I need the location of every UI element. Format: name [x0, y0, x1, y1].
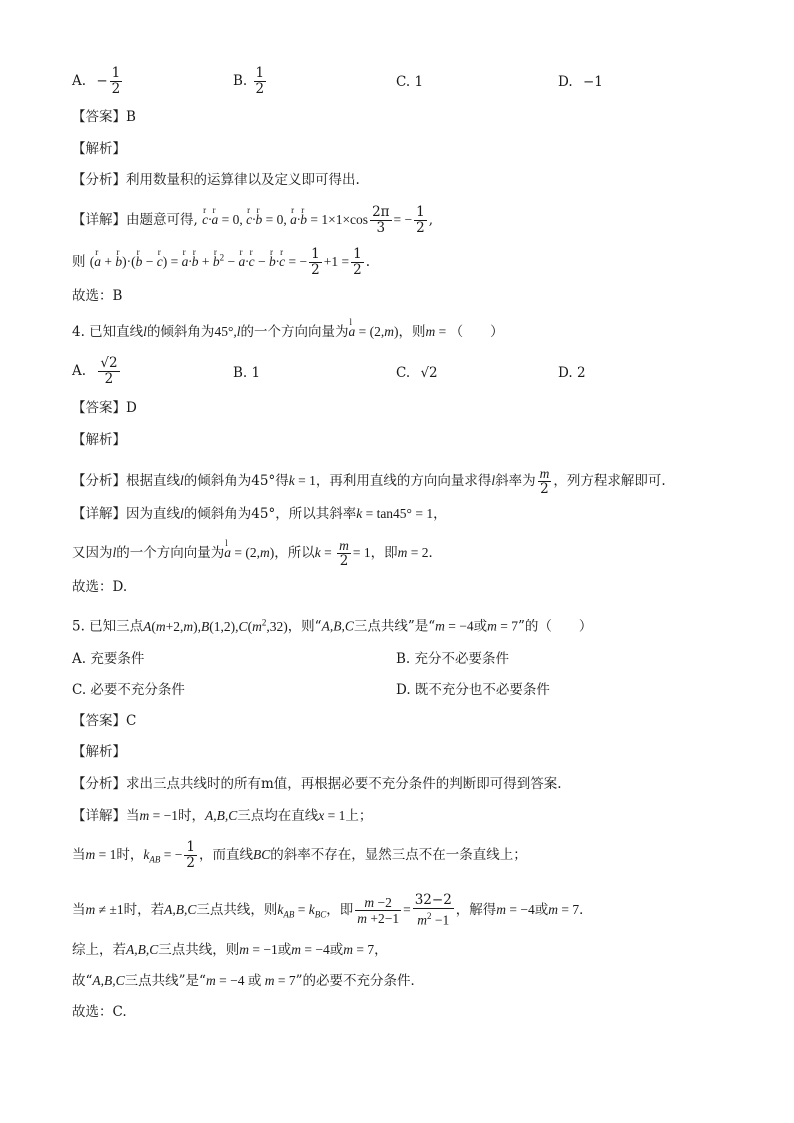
- q4-choose: 故选：D.: [72, 579, 128, 595]
- q3-expansion: 则 (r a + r b)·(r b − r c) = r a·r b + r $b^2 - r$ a·r c − r b·r c = − $\frac{1}{2}$ +1 = $\frac{1}{2}$ .: [72, 247, 370, 278]
- q5-answer: 【答案】C: [72, 713, 137, 729]
- q4-option-a: A. $\frac{√2}{2}$: [72, 355, 118, 387]
- q4-xiangjie: 【详解】因为直线l的倾斜角为45°，所以其斜率k = tan45° = 1，: [72, 506, 447, 522]
- q5-summary: 综上，若A,B,C三点共线，则m = −1或m = −4或m = 7，: [72, 942, 388, 958]
- q4-fenxi: 【分析】根据直线l的倾斜角为45°得k = 1，再利用直线的方向向量求得l斜率为 $\frac{m}{2}$ ，列方程求解即可.: [72, 466, 666, 497]
- q3-option-d: D. −1: [558, 74, 603, 90]
- q3-xiangjie: 【详解】由题意可得, r c·r a = 0, r c·r b = 0, r a·r b = 1×1×cos $\frac{2\pi}{3}$ = − $\frac{1}{2}$ ,: [72, 205, 433, 236]
- q5-fenxi: 【分析】求出三点共线时的所有m值，再根据必要不充分条件的判断即可得到答案.: [72, 776, 562, 792]
- q3-answer: 【答案】B: [72, 109, 136, 125]
- q5-option-d: D. 既不充分也不必要条件: [396, 682, 550, 698]
- q5-xiangjie: 【详解】当m = −1时，A,B,C三点均在直线x = 1上；: [72, 808, 373, 824]
- q4-answer: 【答案】D: [72, 400, 137, 416]
- q5-case2: 当m = 1时，$k_{AB}$ = − $\frac{1}{2}$ ，而直线BC的斜率不存在，显然三点不在一条直线上；: [72, 839, 527, 871]
- q4-option-d: D. 2: [558, 365, 586, 381]
- q4-stem: 4. 已知直线l的倾斜角为45°,l的一个方向向量为l a = (2,m)，则m = （ ）: [72, 322, 504, 342]
- q5-conclusion: 故“A,B,C三点共线”是“m = −4 或 m = 7”的必要不充分条件．: [72, 973, 424, 989]
- q4-option-b: B. 1: [233, 365, 261, 381]
- q3-choose: 故选：B: [72, 288, 123, 304]
- q3-option-a: A. − $\frac{1}{2}$: [72, 65, 121, 97]
- q4-option-c: C. √2: [396, 365, 438, 381]
- q5-analysis-heading: 【解析】: [72, 744, 126, 760]
- q5-option-a: A. 充要条件: [72, 651, 145, 667]
- q5-choose: 故选：C.: [72, 1004, 127, 1020]
- q3-option-b: B. $\frac{1}{2}$: [233, 65, 265, 97]
- q3-analysis-heading: 【解析】: [72, 141, 126, 157]
- q4-again: 又因为l的一个方向向量为l a = (2,m)，所以k = $\frac{m}{2}$ = 1，即m = 2．: [72, 538, 442, 569]
- q4-analysis-heading: 【解析】: [72, 432, 126, 448]
- q3-option-c: C. 1: [396, 74, 424, 90]
- q5-case3: 当m ≠ ±1时，若A,B,C三点共线，则$k_{AB} = k_{BC}$，即 $\frac{m -2}{m +2-1}$ = $\frac{32-2}{m^2 -1}$ ，解得m = −4或m = 7．: [72, 892, 593, 928]
- q3-fenxi: 【分析】利用数量积的运算律以及定义即可得出.: [72, 172, 360, 188]
- q5-stem: 5. 已知三点$A(m+2,m),B(1,2),C(m^2,32)$，则“A,B,C三点共线”是“m = −4或m = 7”的（ ）: [72, 617, 593, 635]
- q5-option-c: C. 必要不充分条件: [72, 682, 185, 698]
- q5-option-b: B. 充分不必要条件: [396, 651, 510, 667]
